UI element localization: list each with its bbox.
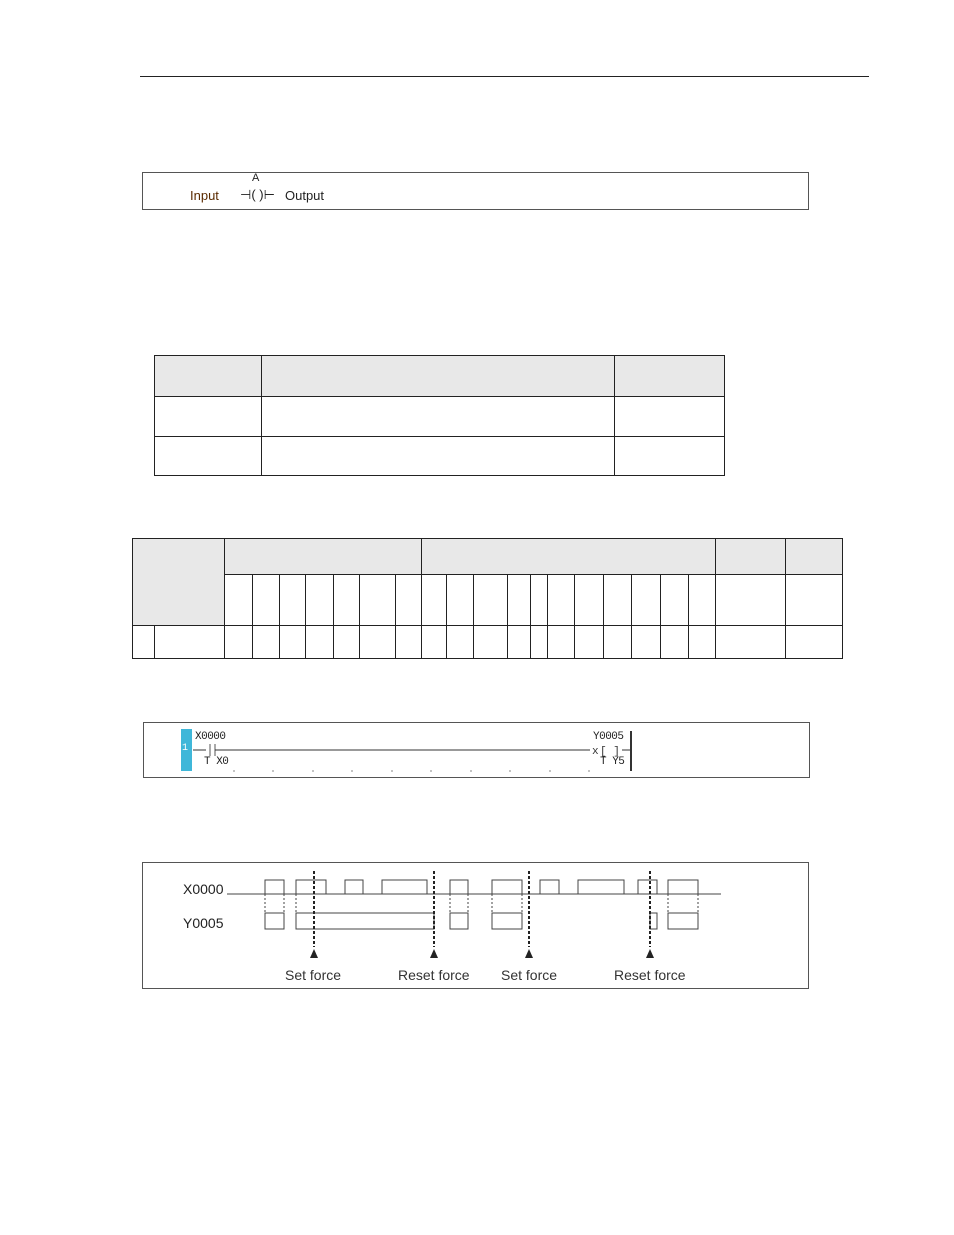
y0005-pulse [492, 913, 522, 929]
table-row [155, 437, 725, 476]
device-table-corner-cell [133, 539, 225, 626]
edge-dashes [265, 894, 698, 913]
y0005-pulse [265, 913, 284, 929]
device-row-cell [530, 626, 547, 659]
device-row-cell [688, 626, 715, 659]
device-row-cell [786, 626, 843, 659]
x0000-pulse [296, 880, 326, 894]
device-row-cell [279, 626, 305, 659]
device-subheader-cell [395, 575, 421, 626]
signal-label-y0005: Y0005 [183, 915, 224, 931]
device-row-cell [306, 626, 333, 659]
device-row-cell [604, 626, 632, 659]
arrow-up-icon [525, 949, 533, 958]
device-table-subheader-row [133, 575, 843, 626]
device-subheader-cell [604, 575, 632, 626]
device-subheader-cell [660, 575, 688, 626]
device-row-cell [447, 626, 474, 659]
device-row-cell [333, 626, 359, 659]
device-row-cell [155, 626, 225, 659]
device-subheader-cell [360, 575, 396, 626]
table-row [133, 626, 843, 659]
table-cell [155, 356, 262, 397]
arrow-up-icon [646, 949, 654, 958]
y0005-pulse [650, 913, 657, 929]
force-markers [314, 871, 650, 947]
x0000-pulse [668, 880, 698, 894]
force-mark-icon: x [592, 746, 599, 758]
table-cell [615, 437, 725, 476]
table-cell [262, 397, 615, 437]
coil-alias: T Y5 [600, 756, 625, 768]
device-row-cell [253, 626, 279, 659]
symbol-input-label: Input [190, 188, 219, 203]
arrow-up-icon [310, 949, 318, 958]
rung-number: 1 [182, 743, 188, 754]
device-subheader-cell [474, 575, 507, 626]
device-row-cell [574, 626, 603, 659]
instruction-symbol-box [142, 172, 809, 210]
signal-label-x0000: X0000 [183, 881, 224, 897]
device-table [132, 538, 843, 659]
table-cell [615, 397, 725, 437]
symbol-coil-glyph: ⊣( )⊢ [240, 187, 275, 202]
table-cell [262, 437, 615, 476]
table-cell [155, 437, 262, 476]
table-cell [615, 356, 725, 397]
x0000-pulses [265, 880, 698, 894]
force-arrow-icons [310, 949, 654, 958]
x0000-pulse [638, 880, 657, 894]
device-subheader-cell [306, 575, 333, 626]
device-row-cell [422, 626, 447, 659]
device-subheader-cell [574, 575, 603, 626]
device-row-cell [547, 626, 574, 659]
device-table-group-header [225, 539, 422, 575]
device-subheader-cell [688, 575, 715, 626]
x0000-pulse [382, 880, 427, 894]
x0000-pulse [265, 880, 284, 894]
device-row-cell [474, 626, 507, 659]
device-table-header-row [133, 539, 843, 575]
ladder-program-box [143, 722, 810, 778]
device-row-cell [507, 626, 530, 659]
table-cell [155, 397, 262, 437]
device-row-cell [225, 626, 253, 659]
device-subheader-cell [632, 575, 660, 626]
y0005-pulse [296, 913, 434, 929]
caption-reset-force-1: Reset force [398, 967, 470, 983]
device-subheader-cell [530, 575, 547, 626]
operand-table-header-row [155, 356, 725, 397]
device-row-cell [360, 626, 396, 659]
grid-dots [233, 770, 590, 772]
symbol-output-label: Output [285, 188, 325, 203]
timing-diagram-box [142, 862, 809, 989]
device-row-cell [133, 626, 155, 659]
device-subheader-cell [447, 575, 474, 626]
header-rule [140, 76, 869, 77]
coil-address: Y0005 [593, 731, 624, 743]
caption-set-force-1: Set force [285, 967, 342, 983]
x0000-pulse [578, 880, 624, 894]
arrow-up-icon [430, 949, 438, 958]
table-cell [262, 356, 615, 397]
device-subheader-cell [333, 575, 359, 626]
device-row-cell [395, 626, 421, 659]
device-subheader-cell [547, 575, 574, 626]
ladder-rung-svg [144, 723, 811, 779]
y0005-pulse [668, 913, 698, 929]
contact-address: X0000 [195, 731, 226, 743]
caption-reset-force-2: Reset force [614, 967, 686, 983]
device-subheader-cell [253, 575, 279, 626]
x0000-pulse [450, 880, 468, 894]
coil-bracket-icon: [ ] [600, 746, 620, 758]
x0000-pulse [540, 880, 559, 894]
device-subheader-cell [716, 575, 786, 626]
device-row-cell [632, 626, 660, 659]
x0000-pulse [492, 880, 522, 894]
symbol-operand-label: A [252, 172, 260, 184]
device-table-group-header [716, 539, 786, 575]
device-row-cell [716, 626, 786, 659]
table-row [155, 397, 725, 437]
device-table-group-header [786, 539, 843, 575]
device-row-cell [660, 626, 688, 659]
contact-alias: T X0 [204, 756, 229, 768]
device-subheader-cell [786, 575, 843, 626]
caption-set-force-2: Set force [501, 967, 558, 983]
device-subheader-cell [422, 575, 447, 626]
device-table-group-header [422, 539, 716, 575]
x0000-pulse [345, 880, 363, 894]
y0005-pulse [450, 913, 468, 929]
timing-diagram-svg [143, 863, 810, 990]
y0005-pulses [265, 913, 698, 929]
operand-table [154, 355, 725, 476]
device-subheader-cell [507, 575, 530, 626]
device-subheader-cell [225, 575, 253, 626]
device-subheader-cell [279, 575, 305, 626]
